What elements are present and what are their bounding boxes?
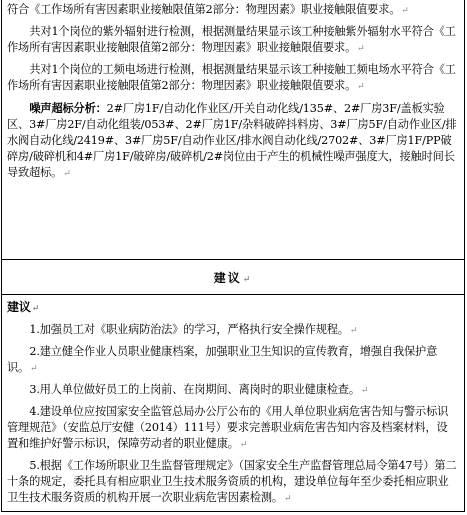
suggestion-item: 4.建设单位应按国家安全监管总局办公厅公布的《用人单位职业病危害告知与警示标识管理规范》（安监总厅安健（2014）111号）要求完善职业病危害告知内容及档案材料，设置和维护好警示标识，保障劳动者的职业健康。↵ xyxy=(7,405,449,450)
suggestion-item: 1.加强员工对《职业病防治法》的学习，严格执行安全操作规程。↵ xyxy=(29,323,358,336)
paragraph-mark-icon: ↵ xyxy=(401,6,409,16)
paragraph-mark-icon: ↵ xyxy=(349,326,358,336)
suggestion-header-title: 建议↵ xyxy=(213,271,253,285)
paragraph-mark-icon: ↵ xyxy=(357,44,365,54)
suggestion-section xyxy=(2,295,464,511)
suggestion-item: 3.用人单位做好员工的上岗前、在岗期间、离岗时的职业健康检查。↵ xyxy=(29,383,369,396)
paragraph-continuation: 符合《工作场所有害因素职业接触限值第2部分：物理因素》职业接触限值要求。↵ xyxy=(7,3,409,16)
suggestion-header-row xyxy=(2,259,464,295)
paragraph-mark-icon: ↵ xyxy=(30,364,38,374)
paragraph-mark-icon: ↵ xyxy=(63,169,71,179)
suggestion-item: 5.根据《工作场所职业卫生监督管理规定》（国家安全生产监督管理总局令第47号）第二十条的规定，委托具有相应职业卫生技术服务资质的机构，建设单位每年至少委托相应职业卫生技术服务资质的机构开展一次职业病危害因素检测。↵ xyxy=(7,459,457,504)
noise-analysis-title: 噪声超标分析： xyxy=(29,101,107,115)
paragraph-mark-icon: ↵ xyxy=(357,82,365,92)
suggestion-title: 建议↵ xyxy=(7,300,40,314)
suggestion-item: 2.建立健全作业人员职业健康档案，加强职业卫生知识的宣传教育，增强自我保护意识。↵ xyxy=(7,345,438,374)
paragraph-mark-icon: ↵ xyxy=(242,275,253,285)
paragraph-mark-icon: ↵ xyxy=(283,494,292,504)
conclusion-section xyxy=(2,0,464,259)
noise-analysis-text: 2#厂房1F/自动化作业区/开关自动化线/135#、2#厂房3F/盖板实验区、3#厂房2F/自动化组装/053#、2#厂房1F/杂料破碎抖料房、3#厂房5F/自动作业区/排水阀自动化线/2419#、3#厂房5F/自动作业区/排水阀自动化线/2702#、3#厂房1F/PP破碎房/破碎机和4#厂房1F/破碎房/破碎机/2#岗位由于产生的机械性噪声强度大，接触时间长导致超标。 xyxy=(7,102,457,179)
paragraph-power-frequency: 共对1个岗位的工频电场进行检测，根据测量结果显示该工种接触工频电场水平符合《工作场所有害因素职业接触限值第2部分：物理因素》职业接触限值要求。↵ xyxy=(7,63,456,92)
paragraph-noise-analysis xyxy=(7,100,458,182)
paragraph-uv-radiation: 共对1个岗位的紫外辐射进行检测，根据测量结果显示该工种接触紫外辐射水平符合《工作场所有害因素职业接触限值第2部分：物理因素》职业接触限值要求。↵ xyxy=(7,25,456,54)
paragraph-mark-icon: ↵ xyxy=(360,386,369,396)
table-frame xyxy=(1,0,465,512)
paragraph-mark-icon: ↵ xyxy=(239,440,248,450)
paragraph-mark-icon: ↵ xyxy=(31,304,40,314)
